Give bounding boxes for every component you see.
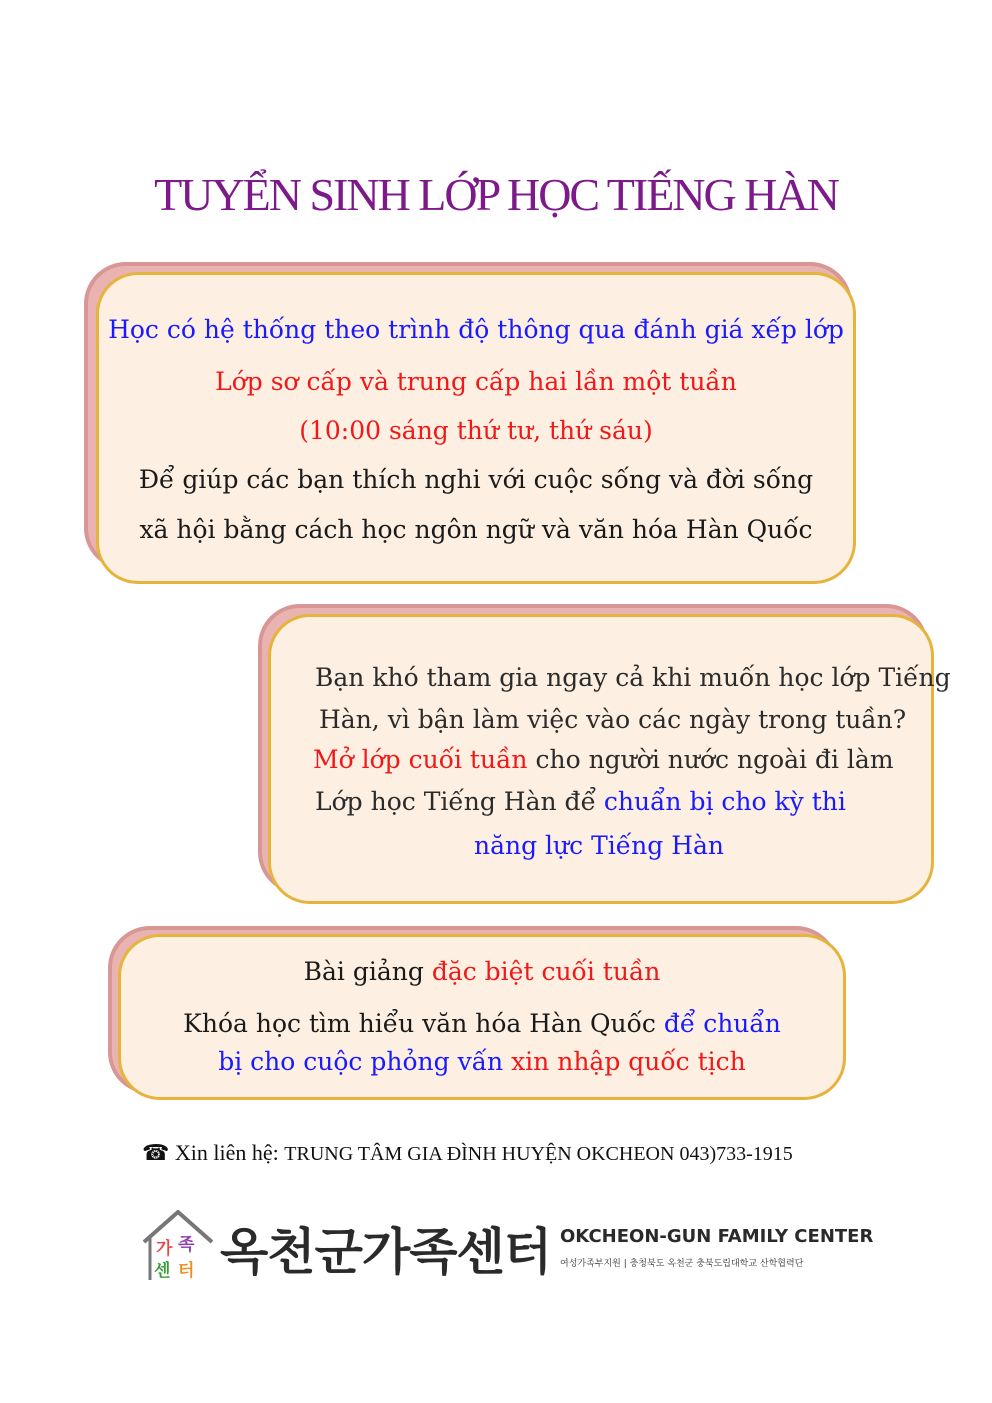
- box1-line2: Lớp sơ cấp và trung cấp hai lần một tuần: [215, 367, 737, 396]
- box2-line2: Hàn, vì bận làm việc vào các ngày trong tuần?: [319, 705, 907, 734]
- box1-line5: xã hội bằng cách học ngôn ngữ và văn hóa Hàn Quốc: [139, 515, 813, 544]
- logo-char-2: 족: [178, 1235, 195, 1255]
- contact-org-phone: TRUNG TÂM GIA ĐÌNH HUYỆN OKCHEON 043)733-1915: [284, 1143, 793, 1165]
- page-title: TUYỂN SINH LỚP HỌC TIẾNG HÀN: [154, 169, 838, 220]
- box3-line3: [121, 1047, 843, 1076]
- info-box-1: [84, 262, 864, 588]
- box2-line3-highlight: Mở lớp cuối tuần: [313, 745, 528, 774]
- info-box-3: [108, 926, 848, 1106]
- info-box-2: [258, 604, 951, 908]
- box2-line4-text: Lớp học Tiếng Hàn để: [315, 787, 604, 816]
- box3-line3-text: bị cho cuộc phỏng vấn: [218, 1047, 512, 1076]
- logo-char-4: 터: [178, 1261, 195, 1281]
- logo-char-1: 가: [156, 1239, 173, 1259]
- box3-line1-text: Bài giảng: [303, 957, 432, 986]
- logo-english-name: OKCHEON-GUN FAMILY CENTER: [560, 1226, 874, 1247]
- box2-line5: năng lực Tiếng Hàn: [473, 831, 724, 860]
- box1-line4: Để giúp các bạn thích nghi với cuộc sống và đời sống: [138, 465, 814, 494]
- box2-line4-highlight: chuẩn bị cho kỳ thi: [603, 787, 846, 816]
- box2-line3-rest: cho người nước ngoài đi làm: [527, 745, 894, 774]
- family-center-logo: [140, 1208, 874, 1288]
- box3-line2: [121, 1009, 843, 1038]
- logo-char-3: 센: [154, 1261, 171, 1281]
- box3-line2-highlight: để chuẩn: [663, 1009, 781, 1038]
- box3-line2-text: Khóa học tìm hiểu văn hóa Hàn Quốc: [183, 1009, 664, 1038]
- box3-line1: [121, 957, 843, 986]
- box2-line4: [315, 787, 931, 816]
- house-icon: [140, 1208, 218, 1286]
- box1-line3: (10:00 sáng thứ tư, thứ sáu): [299, 416, 653, 445]
- box2-line1: Bạn khó tham gia ngay cả khi muốn học lớp Tiếng: [315, 663, 951, 692]
- logo-korean-name: 옥천군가족센터: [220, 1223, 552, 1281]
- contact-info: [142, 1140, 793, 1166]
- box3-line1-highlight: đặc biệt cuối tuần: [431, 957, 661, 986]
- box1-line1: Học có hệ thống theo trình độ thông qua đánh giá xếp lớp: [108, 315, 844, 344]
- contact-label: ☎ Xin liên hệ:: [142, 1140, 285, 1165]
- box2-line3: [313, 745, 931, 774]
- box3-line3-highlight: xin nhập quốc tịch: [511, 1047, 746, 1076]
- logo-subtitle: 여성가족부지원 | 충청북도 옥천군 충북도립대학교 산학협력단: [560, 1259, 804, 1269]
